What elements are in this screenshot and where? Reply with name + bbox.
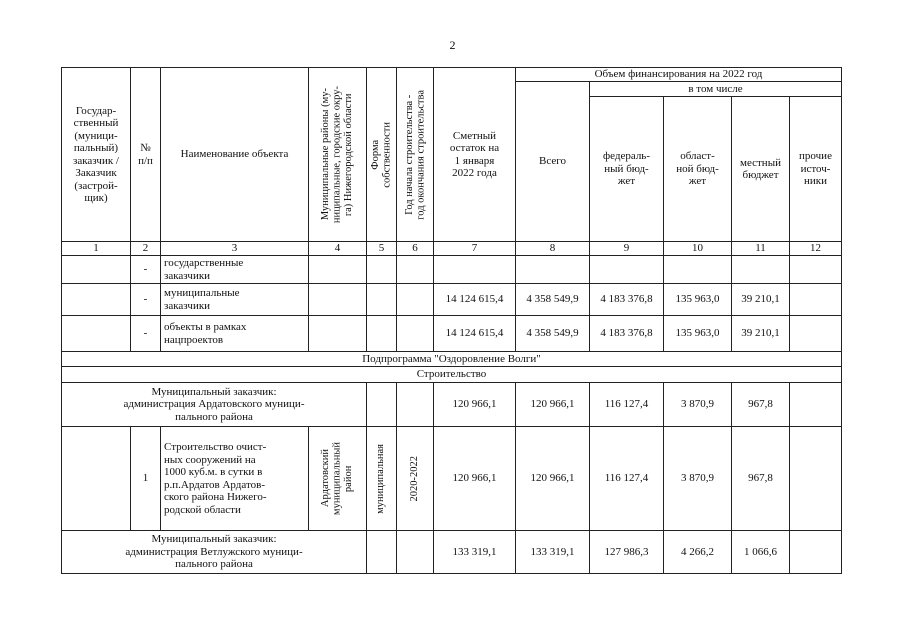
object-district: Ардатовский муниципальный район: [309, 427, 367, 531]
object-name: государственные заказчики: [161, 256, 309, 284]
col-number: 8: [516, 242, 590, 256]
header-funding-group: Объем финансирования на 2022 год: [516, 68, 842, 82]
header-number: № п/п: [131, 68, 161, 242]
estimated-balance: 14 124 615,4: [434, 284, 516, 316]
customer-label: Муниципальный заказчик: администрация Ардатовского муници- пального района: [62, 383, 367, 427]
regional-budget: 3 870,9: [664, 427, 732, 531]
federal-budget: 116 127,4: [590, 427, 664, 531]
federal-budget: 4 183 376,8: [590, 316, 664, 352]
col-number: 4: [309, 242, 367, 256]
table-row: [62, 256, 842, 284]
header-ownership: Форма собственности: [367, 68, 397, 242]
col-number: 10: [664, 242, 732, 256]
header-other-sources: прочие источ- ники: [790, 97, 842, 242]
regional-budget: 135 963,0: [664, 316, 732, 352]
customer-row: [62, 531, 842, 574]
total: 120 966,1: [516, 427, 590, 531]
header-estimated-balance: Сметный остаток на 1 января 2022 года: [434, 68, 516, 242]
object-name: объекты в рамках нацпроектов: [161, 316, 309, 352]
header-regional-budget: област- ной бюд- жет: [664, 97, 732, 242]
header-districts: Муниципальные районы (му- ниципальные, городские окру- га) Нижегородской области: [309, 68, 367, 242]
col-number: 6: [397, 242, 434, 256]
table-row: [62, 284, 842, 316]
local-budget: 39 210,1: [732, 316, 790, 352]
col-number: 9: [590, 242, 664, 256]
page-number: 2: [449, 38, 456, 52]
header-federal-budget: федераль- ный бюд- жет: [590, 97, 664, 242]
regional-budget: 135 963,0: [664, 284, 732, 316]
row-number: -: [131, 316, 161, 352]
customer-label: Муниципальный заказчик: администрация Ветлужского муници- пального района: [62, 531, 367, 574]
federal-budget: 4 183 376,8: [590, 284, 664, 316]
total: 120 966,1: [516, 383, 590, 427]
local-budget: 967,8: [732, 383, 790, 427]
total: 133 319,1: [516, 531, 590, 574]
subprogram-title: Подпрограмма "Оздоровление Волги": [62, 352, 842, 367]
total: 4 358 549,9: [516, 284, 590, 316]
regional-budget: 4 266,2: [664, 531, 732, 574]
col-number: 2: [131, 242, 161, 256]
regional-budget: 3 870,9: [664, 383, 732, 427]
col-number: 3: [161, 242, 309, 256]
federal-budget: [590, 256, 664, 284]
row-number: -: [131, 284, 161, 316]
column-numbers-row: [62, 242, 842, 256]
header-including: в том числе: [590, 81, 842, 97]
row-number: -: [131, 256, 161, 284]
object-name: муниципальные заказчики: [161, 284, 309, 316]
local-budget: 39 210,1: [732, 284, 790, 316]
col-number: 1: [62, 242, 131, 256]
header-object-name: Наименование объекта: [161, 68, 309, 242]
local-budget: 967,8: [732, 427, 790, 531]
estimated-balance: [434, 256, 516, 284]
col-number: 11: [732, 242, 790, 256]
funding-table: [61, 67, 842, 574]
object-name: Строительство очист- ных сооружений на 1000 куб.м. в сутки в р.п.Ардатов Ардатов- ского района Нижего- родской области: [161, 427, 309, 531]
object-years: 2020-2022: [397, 427, 434, 531]
total: 4 358 549,9: [516, 316, 590, 352]
total: [516, 256, 590, 284]
local-budget: 1 066,6: [732, 531, 790, 574]
estimated-balance: 133 319,1: [434, 531, 516, 574]
header-total: Всего: [516, 81, 590, 242]
object-ownership: муниципальная: [367, 427, 397, 531]
section-title: Строительство: [62, 367, 842, 383]
estimated-balance: 14 124 615,4: [434, 316, 516, 352]
col-number: 7: [434, 242, 516, 256]
federal-budget: 127 986,3: [590, 531, 664, 574]
object-row: [62, 427, 842, 531]
local-budget: [732, 256, 790, 284]
table-row: [62, 316, 842, 352]
col-number: 12: [790, 242, 842, 256]
estimated-balance: 120 966,1: [434, 383, 516, 427]
estimated-balance: 120 966,1: [434, 427, 516, 531]
federal-budget: 116 127,4: [590, 383, 664, 427]
regional-budget: [664, 256, 732, 284]
header-years: Год начала строительства - год окончания строительства: [397, 68, 434, 242]
customer-row: [62, 383, 842, 427]
col-number: 5: [367, 242, 397, 256]
row-number: 1: [131, 427, 161, 531]
header-customer: Государ- ственный (муници- пальный) заказчик / Заказчик (застрой- щик): [62, 68, 131, 242]
header-local-budget: местный бюджет: [732, 97, 790, 242]
